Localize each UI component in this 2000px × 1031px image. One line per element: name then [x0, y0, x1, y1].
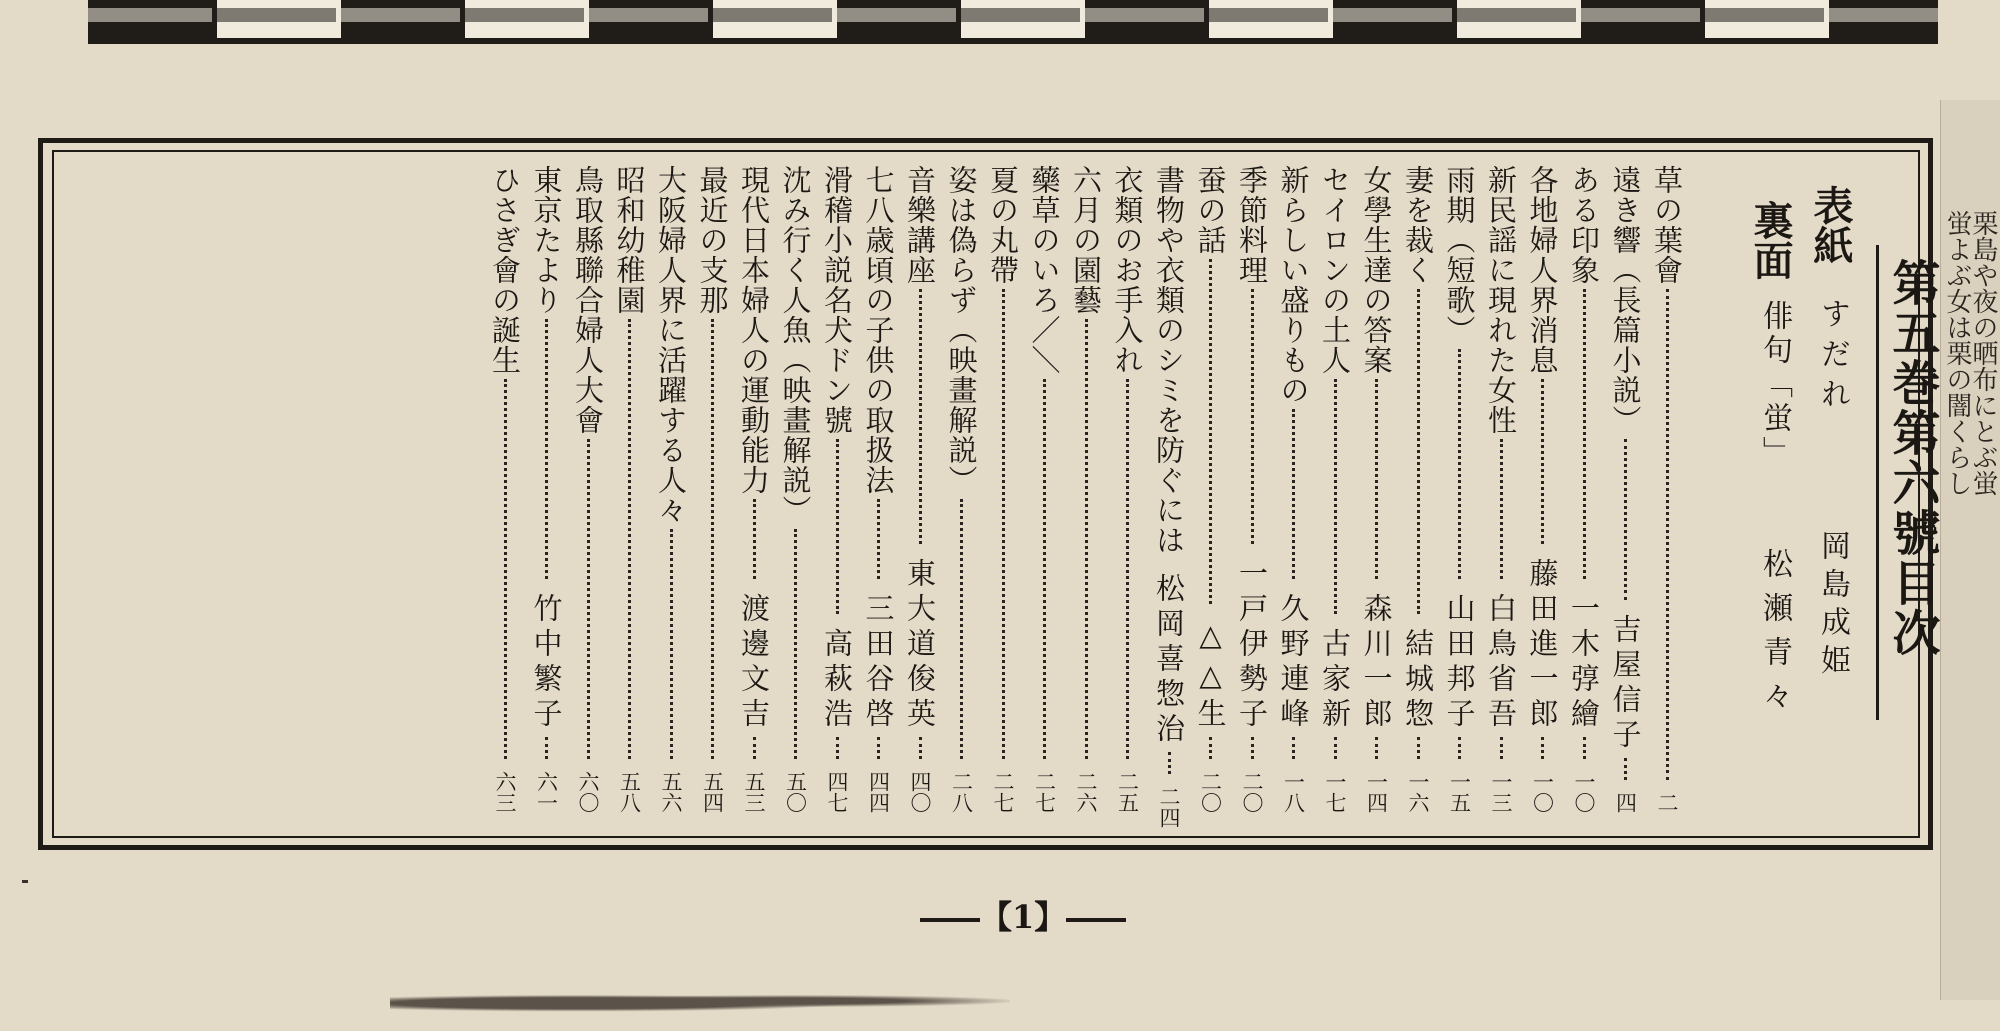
toc-entry-author: 一戸伊勢子 — [1235, 558, 1269, 733]
toc-leader-dots — [1583, 737, 1586, 759]
toc-entry-author: 三田谷啓 — [861, 593, 896, 733]
toc-entry — [1235, 165, 1269, 813]
page-number-dash-left — [920, 918, 980, 922]
toc-entry — [737, 165, 771, 813]
toc-entry-title: 音樂講座 — [903, 165, 937, 285]
toc-entry-title: 各地婦人界消息 — [1525, 165, 1560, 375]
ink-mark — [22, 880, 28, 883]
toc-entry-title: 遠き響（長篇小説） — [1608, 165, 1643, 435]
toc-entry-author: 松岡喜惣治 — [1152, 573, 1186, 748]
toc-entry-page: 二七 — [991, 771, 1015, 813]
toc-leader-dots — [960, 499, 963, 759]
issue-title: 第五巻第六號目次 — [1884, 258, 1940, 658]
back-artist: 松瀬青々 — [1757, 548, 1792, 724]
toc-leader-dots — [1251, 289, 1254, 544]
back-label: 裏面 — [1747, 200, 1794, 280]
cover-artist: 岡島成姫 — [1815, 530, 1850, 682]
toc-entry-title: 六月の園藝 — [1069, 165, 1103, 315]
cover-label: 表紙 — [1807, 185, 1854, 265]
toc-leader-dots — [1500, 439, 1503, 579]
toc-entry — [1318, 165, 1352, 813]
toc-leader-dots — [1292, 737, 1295, 759]
toc-entry-page: 一七 — [1323, 771, 1347, 813]
toc-leader-dots — [1417, 737, 1420, 759]
toc-entry-page: 二五 — [1115, 771, 1140, 813]
toc-leader-dots — [545, 737, 548, 759]
toc-leader-dots — [504, 379, 507, 759]
toc-entry-page: 四七 — [825, 771, 849, 813]
toc-entry-title: 夏の丸帶 — [986, 165, 1020, 285]
bottom-ornament — [390, 990, 1010, 1012]
toc-entry-title: 七八歳頃の子供の取扱法 — [861, 165, 896, 495]
title-rule — [1876, 245, 1879, 720]
toc-entry-page: 一八 — [1281, 771, 1306, 813]
toc-entry-author: 古家新 — [1318, 628, 1352, 733]
toc-entry-page: 二四 — [1157, 786, 1181, 828]
toc-entry-title: 滑稽小説名犬ドン號 — [820, 165, 854, 435]
toc-entry-title: 季節料理 — [1235, 165, 1269, 285]
toc-entry — [1028, 165, 1062, 813]
toc-entry-page: 一三 — [1489, 771, 1513, 813]
toc-leader-dots — [753, 737, 756, 759]
toc-entry-page: 六三 — [493, 771, 517, 813]
toc-entry-page: 一〇 — [1572, 771, 1596, 813]
toc-entry — [1069, 165, 1103, 813]
toc-leader-dots — [919, 737, 922, 759]
toc-entry-page: 一〇 — [1530, 771, 1555, 813]
toc-entry-page: 四 — [1613, 792, 1638, 813]
toc-leader-dots — [545, 319, 548, 579]
toc-entry-page: 一五 — [1447, 771, 1472, 813]
toc-entry-title: 最近の支那 — [695, 165, 730, 315]
toc-leader-dots — [1541, 737, 1544, 759]
toc-leader-dots — [1085, 319, 1088, 759]
toc-leader-dots — [1334, 737, 1337, 759]
toc-entry-title: 新民謡に現れた女性 — [1484, 165, 1518, 435]
toc-leader-dots — [1043, 379, 1046, 759]
toc-leader-dots — [753, 499, 756, 579]
toc-entry-author: 久野連峰 — [1276, 593, 1311, 733]
toc-entry-page: 六一 — [534, 771, 559, 813]
toc-entry-title: 雨期（短歌） — [1442, 165, 1477, 345]
toc-entry-title: 新らしい盛りもの — [1276, 165, 1311, 405]
toc-entry — [1609, 165, 1643, 813]
toc-entry — [1194, 165, 1228, 813]
page-number-dash-right — [1066, 918, 1126, 922]
toc-entry-title: 大阪婦人界に活躍する人々 — [654, 165, 688, 525]
adjacent-haiku-2: 蛍よぶ女は栗の闇くらし — [1942, 210, 1972, 496]
toc-entry-author: 渡邊文吉 — [737, 593, 771, 733]
toc-entry-page: 五八 — [617, 771, 642, 813]
toc-entry-page: 一四 — [1364, 771, 1389, 813]
toc-entry — [820, 165, 854, 813]
toc-leader-dots — [1209, 737, 1212, 759]
toc-entry-title: ある印象 — [1567, 165, 1601, 285]
toc-entry-title: 妻を裁く — [1401, 165, 1435, 285]
toc-leader-dots — [1334, 379, 1337, 614]
toc-leader-dots — [877, 499, 880, 579]
toc-leader-dots — [1375, 737, 1378, 759]
toc-entry-author: △△生 — [1193, 618, 1228, 733]
header-checker-strip — [88, 8, 1938, 22]
toc-leader-dots — [1458, 737, 1461, 759]
toc-entry-title: 鳥取縣聯合婦人大會 — [571, 165, 605, 435]
toc-leader-dots — [711, 319, 714, 759]
toc-entry-title: 衣類のお手入れ — [1110, 165, 1145, 375]
toc-entry-page: 四四 — [866, 771, 891, 813]
toc-entry — [1567, 165, 1601, 813]
toc-entry-author: 竹中繁子 — [529, 593, 564, 733]
toc-entry-page: 二六 — [1074, 771, 1098, 813]
toc-leader-dots — [877, 737, 880, 759]
toc-entry — [654, 165, 688, 813]
toc-leader-dots — [1168, 752, 1171, 774]
toc-entry — [1111, 165, 1145, 813]
toc-entry-author: 高萩浩 — [820, 628, 854, 733]
toc-leader-dots — [1375, 379, 1378, 579]
toc-entry-title: 蚕の話 — [1193, 165, 1228, 255]
toc-entry-page: 五六 — [659, 771, 683, 813]
toc-entry-page: 二 — [1655, 792, 1679, 813]
toc-entry — [1152, 165, 1186, 828]
toc-entry-title: 藥草のいろ／＼ — [1027, 165, 1062, 375]
toc-entry-author: 藤田進一郎 — [1525, 558, 1560, 733]
toc-leader-dots — [1417, 289, 1420, 614]
toc-entry-author: 山田邦子 — [1442, 593, 1477, 733]
toc-entry — [613, 165, 647, 813]
toc-entry-page: 五四 — [700, 771, 725, 813]
toc-entry — [530, 165, 564, 813]
toc-leader-dots — [1126, 379, 1129, 759]
toc-leader-dots — [1292, 409, 1295, 579]
toc-entry-title: 沈み行く人魚（映畫解説） — [778, 165, 813, 525]
page-number-value: 1 — [1012, 898, 1035, 936]
toc-entry — [1484, 165, 1518, 813]
cover-title: すだれ — [1815, 298, 1850, 418]
toc-entry-page: 二〇 — [1240, 771, 1264, 813]
toc-entry-page: 二七 — [1032, 771, 1057, 813]
toc-leader-dots — [836, 439, 839, 614]
adjacent-page — [1940, 100, 2000, 1000]
toc-entry-page: 四〇 — [908, 771, 932, 813]
toc-entry-page: 六〇 — [576, 771, 600, 813]
toc-entry-page: 五三 — [742, 771, 766, 813]
toc-leader-dots — [1583, 289, 1586, 579]
toc-entry — [862, 165, 896, 813]
toc-entry — [1360, 165, 1394, 813]
toc-leader-dots — [1458, 349, 1461, 579]
toc-entry-title: 書物や衣類のシミを防ぐには — [1152, 165, 1186, 555]
toc-entry — [903, 165, 937, 813]
header-checker-border — [88, 0, 1938, 44]
toc-entry-title: 草の葉會 — [1650, 165, 1684, 285]
toc-leader-dots — [1624, 758, 1627, 780]
page-number: 【1】 — [920, 892, 1126, 938]
toc-entry-author: 結城惣 — [1401, 628, 1435, 733]
toc-entry-title: 昭和幼稚園 — [612, 165, 647, 315]
toc-entry-author: 白鳥省吾 — [1484, 593, 1518, 733]
toc-entry-title: 東京たより — [529, 165, 564, 315]
toc-entry-title: セイロンの土人 — [1318, 165, 1352, 375]
toc-entry-page: 五〇 — [783, 771, 808, 813]
toc-leader-dots — [1251, 737, 1254, 759]
toc-entry-author: 吉屋信子 — [1608, 614, 1643, 754]
toc-leader-dots — [670, 529, 673, 759]
toc-entry-title: 姿は偽らず（映畫解説） — [944, 165, 979, 495]
toc-leader-dots — [628, 319, 631, 759]
toc-entry-author: 東大道俊英 — [903, 558, 937, 733]
toc-entry — [986, 165, 1020, 813]
adjacent-haiku-1: 栗島や夜の晒布にとぶ蛍 — [1968, 210, 1998, 496]
toc-entry — [1650, 165, 1684, 813]
toc-entry-title: ひさぎ會の誕生 — [488, 165, 522, 375]
toc-entry — [488, 165, 522, 813]
toc-entry — [1443, 165, 1477, 813]
toc-leader-dots — [1002, 289, 1005, 759]
toc-entry — [779, 165, 813, 813]
toc-entry — [1401, 165, 1435, 813]
toc-entry-title: 女學生達の答案 — [1359, 165, 1394, 375]
toc-entry-page: 一六 — [1406, 771, 1430, 813]
toc-leader-dots — [587, 439, 590, 759]
toc-leader-dots — [1541, 379, 1544, 544]
toc-entry — [571, 165, 605, 813]
toc-entry — [945, 165, 979, 813]
toc-leader-dots — [1624, 439, 1627, 600]
toc-entry-author: 一木弴繪 — [1567, 593, 1601, 733]
toc-leader-dots — [919, 289, 922, 544]
toc-entry — [1526, 165, 1560, 813]
toc-entry — [1277, 165, 1311, 813]
toc-entry-author: 森川一郎 — [1359, 593, 1394, 733]
back-title: 俳句「蛍」 — [1757, 300, 1792, 470]
toc-entry — [696, 165, 730, 813]
toc-entry-page: 二〇 — [1198, 771, 1223, 813]
toc-leader-dots — [794, 529, 797, 759]
toc-entry-title: 現代日本婦人の運動能力 — [737, 165, 771, 495]
toc-leader-dots — [1500, 737, 1503, 759]
toc-leader-dots — [1666, 289, 1669, 780]
toc-leader-dots — [1209, 259, 1212, 604]
toc-entry-page: 二八 — [949, 771, 974, 813]
toc-leader-dots — [836, 737, 839, 759]
